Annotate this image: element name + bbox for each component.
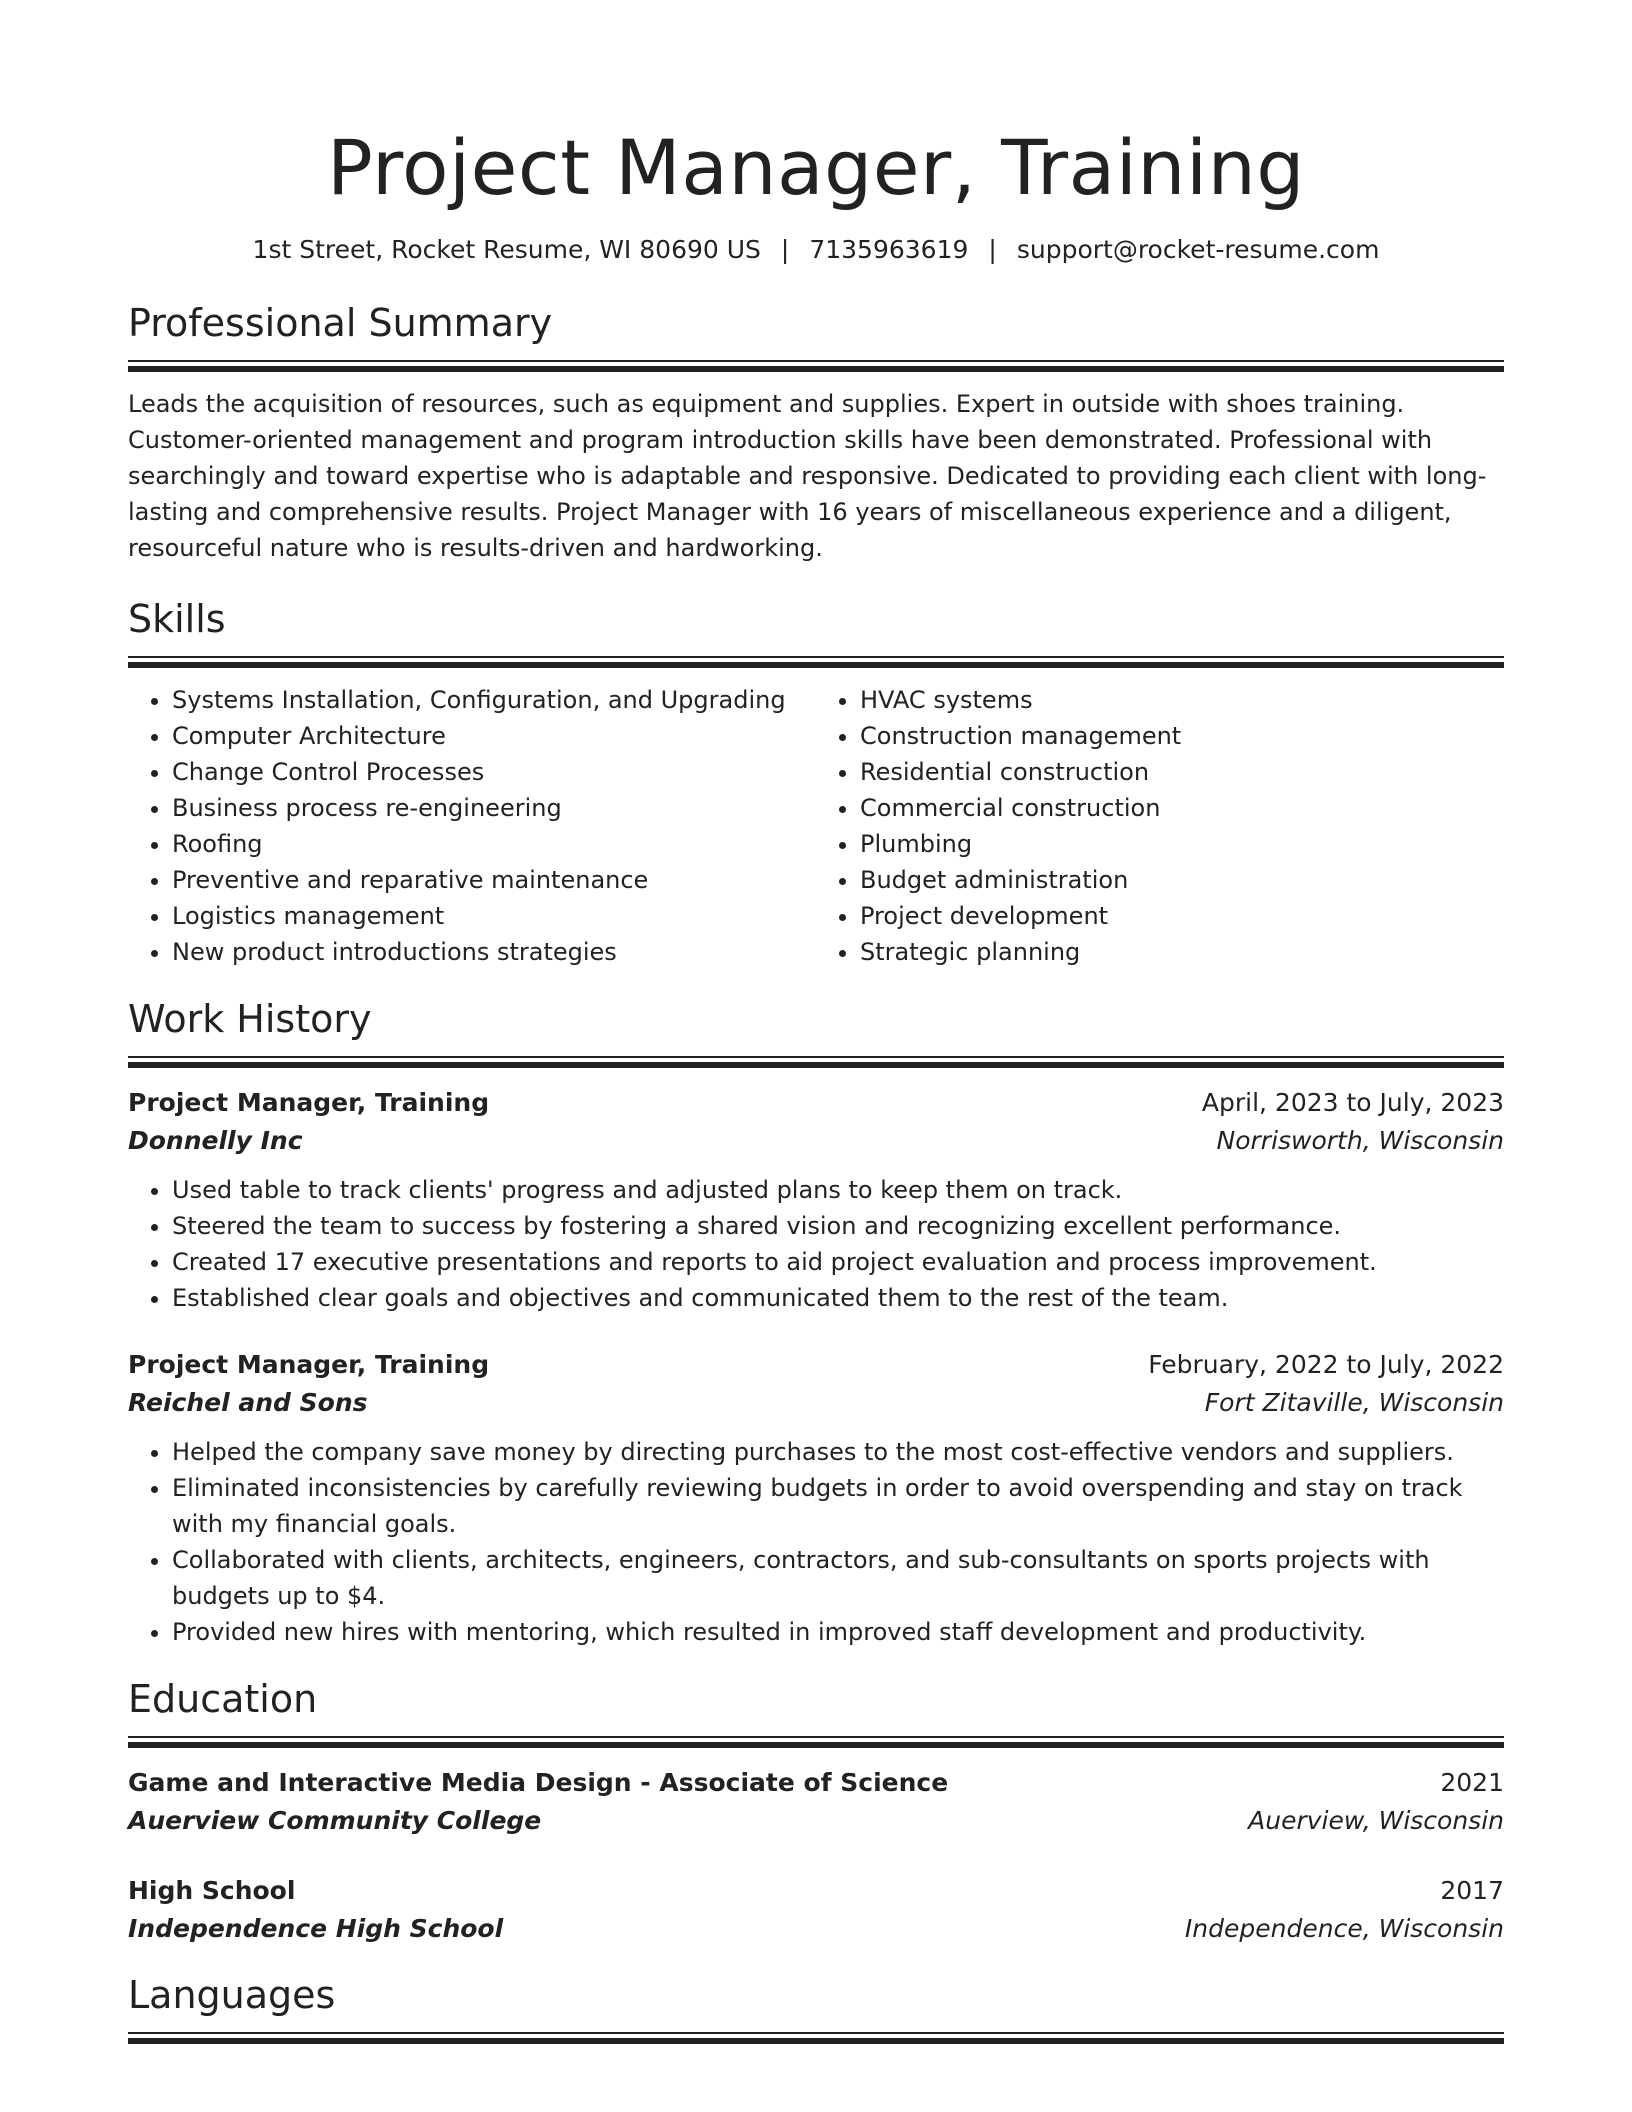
candidate-name: Project Manager, Training [326,123,1305,212]
job-bullet: • Provided new hires with mentoring, which resulted in improved staff development and productivity. [172,1614,1504,1650]
education-degree: High School [128,1876,296,1905]
job-header-row [128,1346,1504,1384]
skill-item: • Preventive and reparative maintenance [172,862,816,898]
skill-item: • Logistics management [172,898,816,934]
section-title-skills: Skills [128,597,226,641]
education-header-row [128,1764,1504,1802]
section-title-education: Education [128,1677,318,1721]
job-bullet: • Established clear goals and objectives and communicated them to the rest of the team. [172,1280,1504,1316]
job-company-row [128,1122,1504,1160]
job-bullets [128,1434,1504,1650]
education-school: Independence High School [128,1914,504,1943]
job-bullet: • Steered the team to success by fostering a shared vision and recognizing excellent performance. [172,1208,1504,1244]
job-bullet: • Helped the company save money by directing purchases to the most cost-effective vendors and suppliers. [172,1434,1504,1470]
job-company: Donnelly Inc [128,1126,303,1155]
skill-item: • Budget administration [860,862,1504,898]
education-location: Auerview, Wisconsin [1248,1806,1504,1835]
job-bullet: • Created 17 executive presentations and reports to aid project evaluation and process improvement. [172,1244,1504,1280]
skills-list-left [128,682,816,970]
skills-list-right [816,682,1504,970]
job-bullet: • Used table to track clients' progress and adjusted plans to keep them on track. [172,1172,1504,1208]
job-title: Project Manager, Training [128,1088,490,1117]
section-title-languages: Languages [128,1973,336,2017]
section-title-work-history: Work History [128,997,372,1041]
contact-line [128,232,1504,268]
section-divider [128,2032,1504,2044]
skills-section [128,594,1504,970]
job-location: Norrisworth, Wisconsin [1216,1126,1504,1155]
education-header-row [128,1872,1504,1910]
education-section [128,1674,1504,1948]
contact-email: support@rocket-resume.com [1016,235,1380,264]
job-entry [128,1346,1504,1650]
section-divider [128,656,1504,668]
languages-section [128,1970,1504,2044]
skill-item: • HVAC systems [860,682,1504,718]
skill-item: • Business process re-engineering [172,790,816,826]
section-divider [128,1736,1504,1748]
skill-item: • Systems Installation, Configuration, and Upgrading [172,682,816,718]
contact-phone: 7135963619 [809,235,969,264]
education-year: 2021 [1440,1768,1504,1797]
contact-address: 1st Street, Rocket Resume, WI 80690 US [252,235,761,264]
contact-separator: | [988,235,997,264]
skill-item: • Change Control Processes [172,754,816,790]
job-bullet: • Eliminated inconsistencies by carefully reviewing budgets in order to avoid overspending and stay on track with my financial goals. [172,1470,1504,1542]
job-location: Fort Zitaville, Wisconsin [1204,1388,1504,1417]
education-degree: Game and Interactive Media Design - Associate of Science [128,1768,949,1797]
skill-item: • Roofing [172,826,816,862]
section-divider [128,1056,1504,1068]
education-entry [128,1872,1504,1948]
work-history-section [128,994,1504,1650]
skill-item: • Commercial construction [860,790,1504,826]
skills-columns [128,682,1504,970]
education-school-row [128,1910,1504,1948]
skill-item: • New product introductions strategies [172,934,816,970]
job-dates: April, 2023 to July, 2023 [1201,1088,1504,1117]
skill-item: • Computer Architecture [172,718,816,754]
skill-item: • Residential construction [860,754,1504,790]
job-title: Project Manager, Training [128,1350,490,1379]
education-school-row [128,1802,1504,1840]
skill-item: • Project development [860,898,1504,934]
job-bullet: • Collaborated with clients, architects, engineers, contractors, and sub-consultants on sports projects with budgets up to $4. [172,1542,1504,1614]
section-title-summary: Professional Summary [128,301,553,345]
job-dates: February, 2022 to July, 2022 [1148,1350,1504,1379]
summary-text: Leads the acquisition of resources, such as equipment and supplies. Expert in outside with shoes training. Customer-oriented management and program introduction skills have been demonstrated. Professional with searchingly and toward expertise who is adaptable and responsive. Dedicated to providing each client with long-lasting and comprehensive results. Project Manager with 16 years of miscellaneous experience and a diligent, resourceful nature who is results-driven and hardworking. [128,390,1487,562]
education-entry [128,1764,1504,1840]
section-divider [128,360,1504,372]
skill-item: • Plumbing [860,826,1504,862]
job-header-row [128,1084,1504,1122]
education-year: 2017 [1440,1876,1504,1905]
job-company-row [128,1384,1504,1422]
education-location: Independence, Wisconsin [1184,1914,1504,1943]
summary-section [128,298,1504,566]
skill-item: • Strategic planning [860,934,1504,970]
education-school: Auerview Community College [128,1806,542,1835]
job-bullets [128,1172,1504,1316]
contact-separator: | [780,235,790,264]
job-company: Reichel and Sons [128,1388,368,1417]
job-entry [128,1084,1504,1316]
skill-item: • Construction management [860,718,1504,754]
